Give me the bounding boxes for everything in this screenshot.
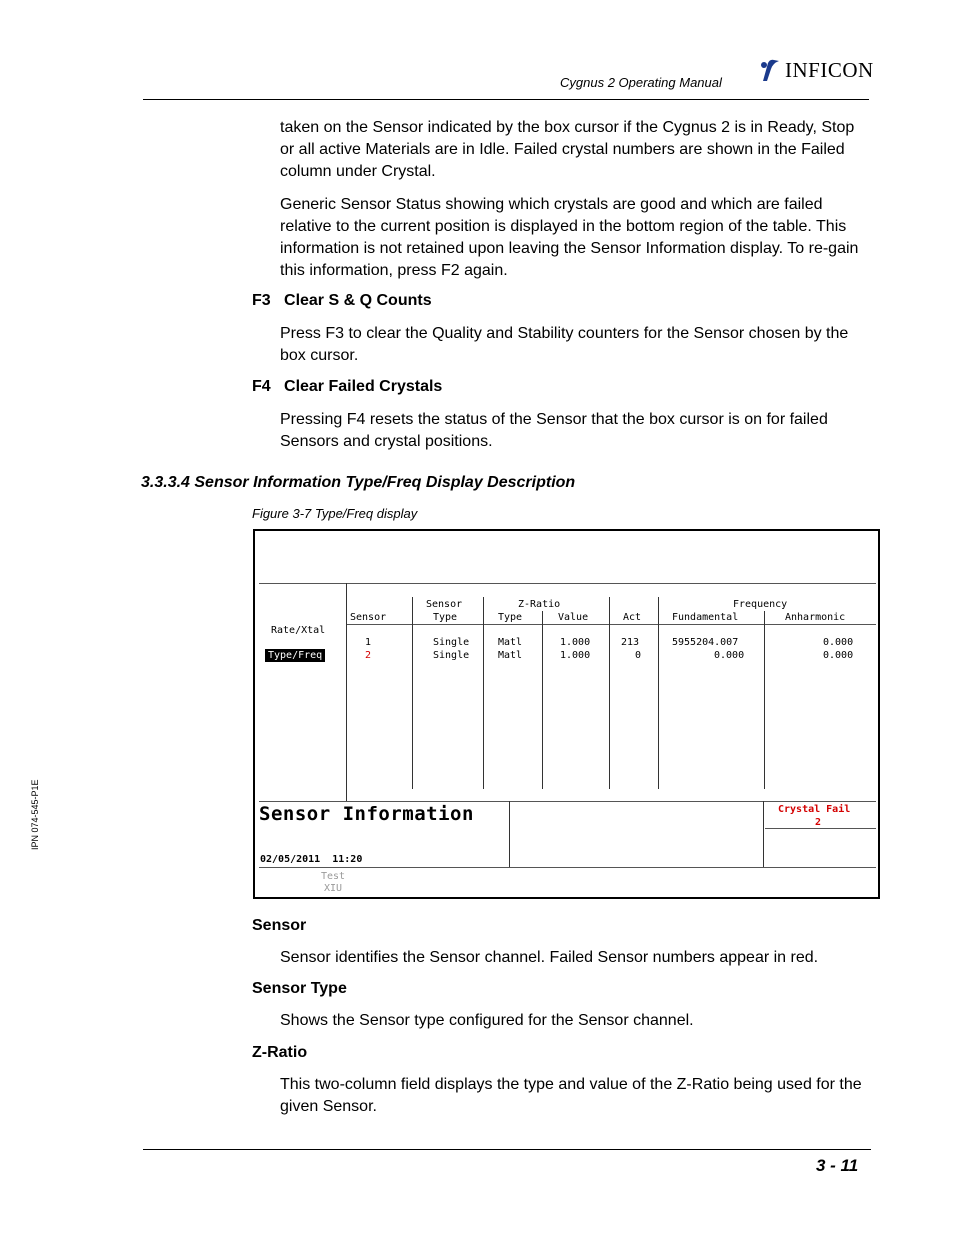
document-id: IPN 074-545-P1E (30, 779, 40, 850)
zratio-heading: Z-Ratio (252, 1044, 308, 1061)
col-divider-6 (764, 611, 765, 789)
inficon-logo (760, 58, 874, 83)
row2-type: Single (433, 650, 470, 661)
col-divider-3 (542, 611, 543, 789)
sensor-type-text: Shows the Sensor type configured for the Sensor channel. (280, 1012, 694, 1029)
softkey-xiu[interactable]: XIU (324, 883, 343, 894)
menu-rate-xtal[interactable]: Rate/Xtal (271, 625, 326, 636)
logo-text: INFICON (785, 58, 874, 82)
hdr-value: Value (558, 612, 589, 623)
hdr-frequency-top: Frequency (733, 599, 788, 610)
row1-act: 213 (621, 637, 640, 648)
paragraph-1: taken on the Sensor indicated by the box cursor if the Cygnus 2 is in Ready, Stop or all active Materials are in Idle. Failed crystal numbers are shown in the Failed column under Crystal. (280, 119, 855, 180)
hdr-type: Type (433, 612, 458, 623)
section-heading: 3.3.3.4 Sensor Information Type/Freq Display Description (141, 474, 576, 491)
hdr-fundamental: Fundamental (672, 612, 739, 623)
crystal-fail-value: 2 (815, 817, 822, 828)
bottom-panel-divider (259, 801, 876, 802)
header-rule (143, 99, 869, 100)
row1-type: Single (433, 637, 470, 648)
f3-text: Press F3 to clear the Quality and Stability counters for the Sensor chosen by the box cursor. (280, 325, 849, 364)
page-number: 3 - 11 (816, 1156, 859, 1175)
col-divider-4 (609, 597, 610, 789)
type-freq-display (253, 529, 880, 899)
panel-divider-1 (509, 801, 510, 867)
date-time: 02/05/2011 11:20 (260, 854, 363, 865)
row2-anharmonic: 0.000 (823, 650, 854, 661)
row2-value: 1.000 (560, 650, 591, 661)
f4-text: Pressing F4 resets the status of the Sensor that the box cursor is on for failed Sensors and crystal positions. (280, 411, 828, 450)
hdr-z-ratio-top: Z-Ratio (518, 599, 561, 610)
row1-value: 1.000 (560, 637, 591, 648)
row1-sensor[interactable]: 1 (365, 637, 372, 648)
top-divider (259, 583, 876, 584)
crystal-fail-label: Crystal Fail (778, 804, 851, 815)
row2-act: 0 (635, 650, 642, 661)
hdr-z-type: Type (498, 612, 523, 623)
footer-rule (143, 1149, 871, 1150)
row1-z-type: Matl (498, 637, 523, 648)
logo-mark-icon (760, 59, 782, 83)
f4-heading: F4 Clear Failed Crystals (252, 378, 443, 395)
softkey-divider (259, 867, 876, 868)
row2-sensor-failed[interactable]: 2 (365, 650, 372, 661)
manual-title: Cygnus 2 Operating Manual (560, 75, 722, 90)
menu-type-freq[interactable]: Type/Freq (265, 649, 325, 662)
sensor-type-heading: Sensor Type (252, 980, 347, 997)
sensor-heading: Sensor (252, 917, 307, 934)
col-divider-1 (412, 597, 413, 789)
screen-title: Sensor Information (259, 803, 474, 825)
hdr-sensor-type-top: Sensor (426, 599, 463, 610)
softkey-test[interactable]: Test (321, 871, 346, 882)
row1-fundamental: 5955204.007 (672, 637, 739, 648)
col-divider-2 (483, 597, 484, 789)
zratio-text: This two-column field displays the type and value of the Z-Ratio being used for the given Sensor. (280, 1076, 862, 1115)
row2-fundamental: 0.000 (714, 650, 745, 661)
col-divider-5 (658, 597, 659, 789)
paragraph-2: Generic Sensor Status showing which crystals are good and which are failed relative to the current position is displayed in the bottom region of the table. This information is not retained upon leaving the Sensor Information display. To re-gain this information, press F2 again. (280, 196, 859, 279)
hdr-act: Act (623, 612, 642, 623)
hdr-sensor: Sensor (350, 612, 387, 623)
row2-z-type: Matl (498, 650, 523, 661)
header-divider (347, 624, 876, 625)
panel-divider-2 (763, 801, 764, 867)
sensor-text: Sensor identifies the Sensor channel. Failed Sensor numbers appear in red. (280, 949, 819, 966)
row1-anharmonic: 0.000 (823, 637, 854, 648)
menu-divider (346, 583, 347, 801)
hdr-anharmonic: Anharmonic (785, 612, 846, 623)
figure-caption: Figure 3-7 Type/Freq display (252, 506, 418, 521)
f3-heading: F3 Clear S & Q Counts (252, 292, 432, 309)
